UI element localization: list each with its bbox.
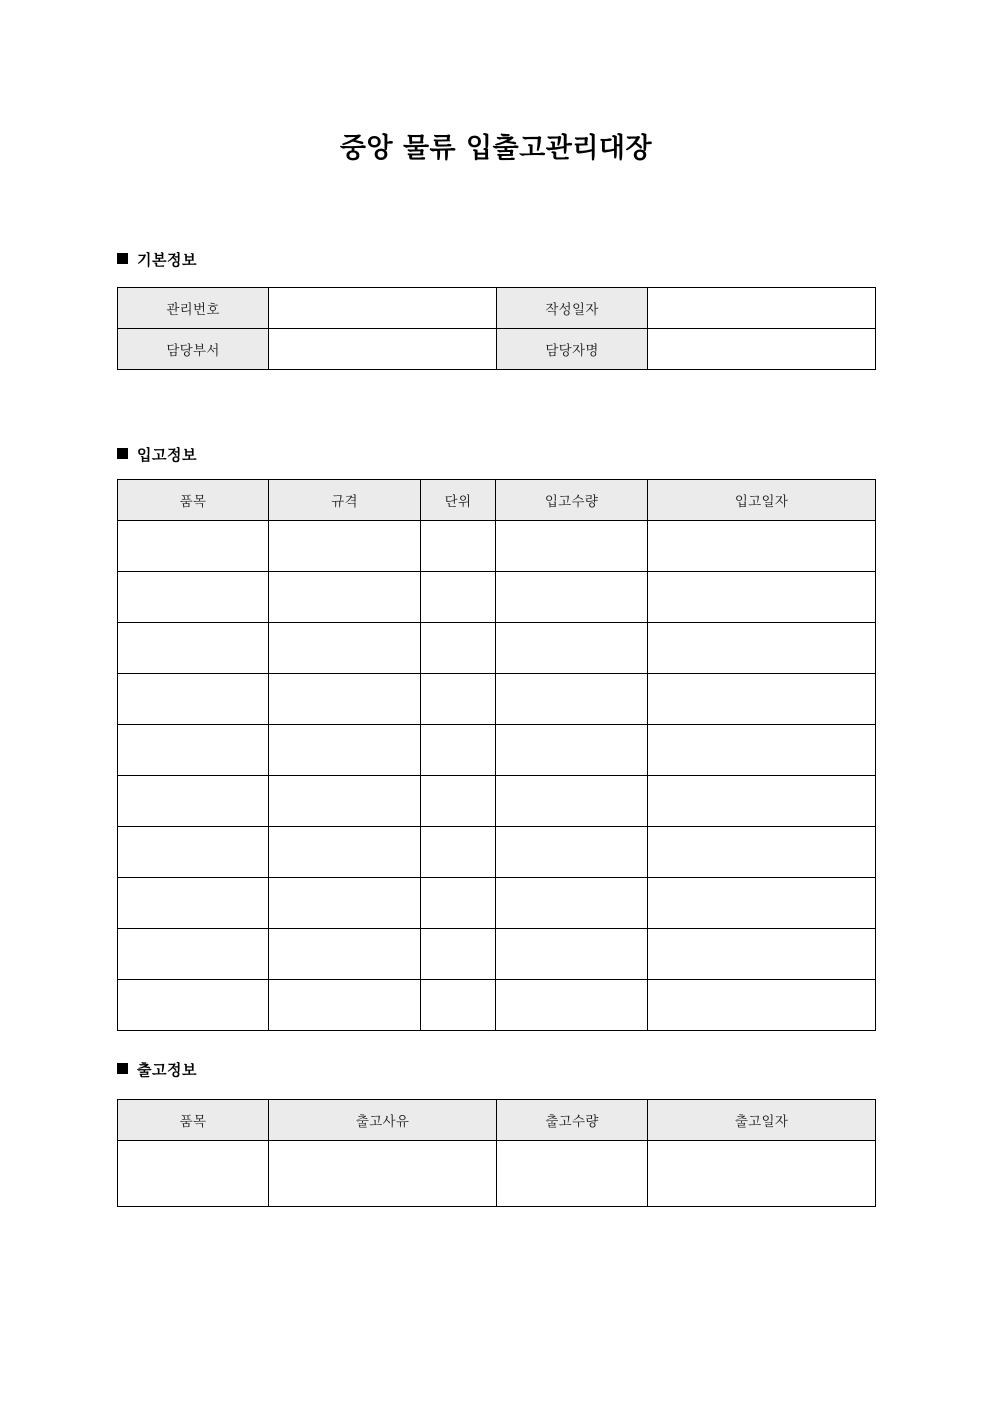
outbound-cell[interactable] (497, 1141, 648, 1207)
table-row (118, 329, 876, 370)
basic-label-department: 담당부서 (118, 329, 269, 370)
inbound-column-header: 단위 (421, 480, 496, 521)
inbound-cell[interactable] (496, 674, 648, 725)
basic-label-created-date: 작성일자 (497, 288, 648, 329)
table-header-row (118, 480, 876, 521)
basic-value-department[interactable] (269, 329, 497, 370)
inbound-cell[interactable] (496, 776, 648, 827)
inbound-cell[interactable] (496, 623, 648, 674)
inbound-cell[interactable] (269, 572, 421, 623)
table-row (118, 725, 876, 776)
table-row (118, 776, 876, 827)
section-heading-basic-label: 기본정보 (137, 251, 197, 269)
inbound-cell[interactable] (118, 980, 269, 1031)
inbound-cell[interactable] (648, 827, 876, 878)
inbound-cell[interactable] (118, 725, 269, 776)
inbound-cell[interactable] (648, 623, 876, 674)
inbound-cell[interactable] (496, 878, 648, 929)
inbound-cell[interactable] (421, 572, 496, 623)
square-bullet-icon (117, 253, 128, 264)
basic-value-created-date[interactable] (648, 288, 876, 329)
outbound-table-body (118, 1141, 876, 1207)
inbound-cell[interactable] (269, 929, 421, 980)
table-row (118, 674, 876, 725)
outbound-table-head (118, 1100, 876, 1141)
outbound-column-header: 출고일자 (648, 1100, 876, 1141)
table-row (118, 1141, 876, 1207)
table-row (118, 980, 876, 1031)
square-bullet-icon (117, 448, 128, 459)
inbound-cell[interactable] (648, 572, 876, 623)
inbound-cell[interactable] (269, 776, 421, 827)
square-bullet-icon (117, 1063, 128, 1074)
inbound-cell[interactable] (118, 878, 269, 929)
inbound-cell[interactable] (421, 725, 496, 776)
inbound-cell[interactable] (269, 827, 421, 878)
outbound-column-header: 품목 (118, 1100, 269, 1141)
outbound-column-header: 출고수량 (497, 1100, 648, 1141)
inbound-cell[interactable] (421, 623, 496, 674)
section-heading-inbound (117, 448, 197, 463)
inbound-column-header: 입고일자 (648, 480, 876, 521)
table-header-row (118, 1100, 876, 1141)
inbound-info-table (117, 479, 876, 1031)
section-heading-inbound-label: 입고정보 (137, 446, 197, 464)
table-row (118, 288, 876, 329)
inbound-cell[interactable] (269, 521, 421, 572)
inbound-cell[interactable] (421, 929, 496, 980)
section-heading-basic (117, 253, 197, 268)
table-row (118, 572, 876, 623)
inbound-cell[interactable] (269, 623, 421, 674)
inbound-column-header: 규격 (269, 480, 421, 521)
basic-label-person-name: 담당자명 (497, 329, 648, 370)
basic-info-table (117, 287, 876, 370)
inbound-cell[interactable] (421, 776, 496, 827)
section-heading-outbound-label: 출고정보 (137, 1061, 197, 1079)
inbound-cell[interactable] (496, 929, 648, 980)
inbound-column-header: 입고수량 (496, 480, 648, 521)
inbound-cell[interactable] (648, 776, 876, 827)
inbound-cell[interactable] (421, 878, 496, 929)
inbound-cell[interactable] (118, 929, 269, 980)
inbound-cell[interactable] (496, 980, 648, 1031)
page-title: 중앙 물류 입출고관리대장 (339, 133, 653, 164)
inbound-cell[interactable] (421, 521, 496, 572)
inbound-cell[interactable] (118, 521, 269, 572)
inbound-cell[interactable] (496, 521, 648, 572)
inbound-cell[interactable] (269, 878, 421, 929)
outbound-cell[interactable] (269, 1141, 497, 1207)
inbound-table-body (118, 521, 876, 1031)
inbound-cell[interactable] (496, 725, 648, 776)
inbound-cell[interactable] (421, 980, 496, 1031)
inbound-cell[interactable] (648, 521, 876, 572)
basic-value-person-name[interactable] (648, 329, 876, 370)
inbound-cell[interactable] (421, 674, 496, 725)
inbound-cell[interactable] (648, 929, 876, 980)
inbound-cell[interactable] (118, 572, 269, 623)
table-row (118, 521, 876, 572)
inbound-cell[interactable] (496, 572, 648, 623)
inbound-cell[interactable] (648, 980, 876, 1031)
inbound-cell[interactable] (118, 827, 269, 878)
section-heading-outbound (117, 1063, 197, 1078)
table-row (118, 623, 876, 674)
outbound-cell[interactable] (648, 1141, 876, 1207)
inbound-cell[interactable] (118, 674, 269, 725)
outbound-column-header: 출고사유 (269, 1100, 497, 1141)
basic-value-management-number[interactable] (269, 288, 497, 329)
inbound-cell[interactable] (118, 776, 269, 827)
inbound-cell[interactable] (648, 725, 876, 776)
table-row (118, 929, 876, 980)
outbound-info-table (117, 1099, 876, 1207)
inbound-cell[interactable] (496, 827, 648, 878)
inbound-cell[interactable] (118, 623, 269, 674)
basic-info-table-body (118, 288, 876, 370)
outbound-cell[interactable] (118, 1141, 269, 1207)
inbound-cell[interactable] (269, 725, 421, 776)
inbound-table-head (118, 480, 876, 521)
table-row (118, 878, 876, 929)
inbound-cell[interactable] (648, 674, 876, 725)
inbound-cell[interactable] (648, 878, 876, 929)
basic-label-management-number: 관리번호 (118, 288, 269, 329)
table-row (118, 827, 876, 878)
inbound-cell[interactable] (269, 980, 421, 1031)
inbound-cell[interactable] (269, 674, 421, 725)
inbound-cell[interactable] (421, 827, 496, 878)
inbound-column-header: 품목 (118, 480, 269, 521)
